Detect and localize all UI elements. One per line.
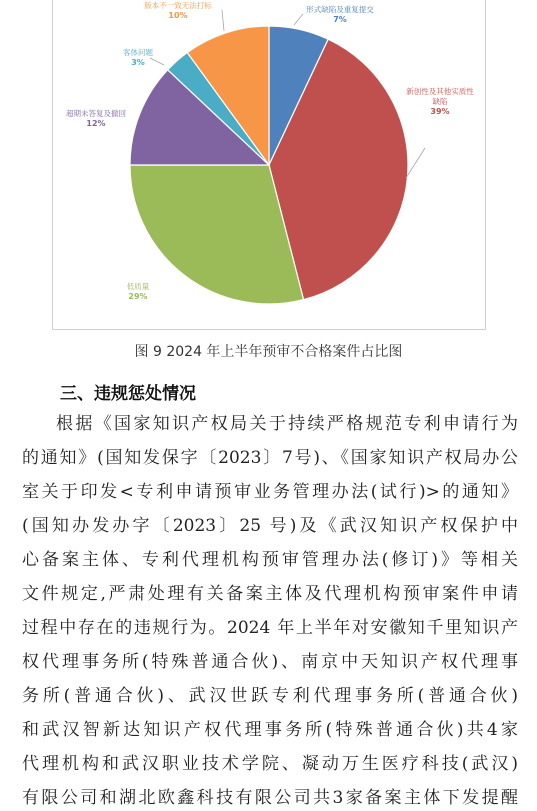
paragraph-line: 有限公司和湖北欧鑫科技有限公司共3家备案主体下发提醒 (22, 788, 518, 808)
paragraph-line: 心备案主体、专利代理机构预审管理办法(修订)》等相关 (22, 550, 518, 570)
paragraph-line: 权代理事务所(特殊普通合伙)、南京中天知识产权代理事 (22, 652, 518, 672)
slice-label: 形式缺陷及重复提交 (306, 5, 374, 14)
pie-chart (0, 0, 537, 340)
paragraph-line: 过程中存在的违规行为。2024 年上半年对安徽知千里知识产 (22, 618, 518, 638)
paragraph-line: (国知办发办字〔2023〕25 号)及《武汉知识产权保护中 (22, 516, 518, 536)
paragraph-line: 和武汉智新达知识产权代理事务所(特殊普通合伙)共4家 (22, 720, 518, 740)
paragraph-line: 代理机构和武汉职业技术学院、凝动万生医疗科技(武汉) (22, 754, 518, 774)
slice-label: 低质量 (126, 282, 150, 291)
leader-line (294, 14, 303, 25)
slice-percent-label: 7% (333, 15, 347, 24)
slice-percent-label: 12% (86, 119, 106, 128)
slice-label: 客体问题 (123, 48, 153, 57)
leader-line (406, 148, 425, 178)
paragraph-line: 务所(普通合伙)、武汉世跃专利代理事务所(普通合伙) (22, 686, 518, 706)
figure-caption: 图 9 2024 年上半年预审不合格案件占比图 (134, 344, 403, 360)
slice-percent-label: 29% (128, 292, 148, 301)
leader-line (150, 58, 164, 65)
slice-label: 版本不一致无法打标 (144, 1, 212, 10)
paragraph-line: 文件规定,严肃处理有关备案主体及代理机构预审案件申请 (22, 584, 518, 604)
slice-label: 超期未答复及撤回 (66, 109, 126, 118)
leader-line (222, 10, 224, 31)
slice-label: 缺陷 (432, 97, 448, 106)
slice-percent-label: 3% (131, 58, 145, 67)
slice-label: 新创性及其他实质性 (406, 87, 474, 96)
paragraph-line: 室关于印发<专利申请预审业务管理办法(试行)>的通知》 (22, 482, 518, 502)
section-heading: 三、违规惩处情况 (60, 384, 196, 404)
slice-percent-label: 10% (168, 11, 188, 20)
slice-percent-label: 39% (430, 107, 450, 116)
paragraph-line: 的通知》(国知发保字〔2023〕7号)、《国家知识产权局办公 (22, 448, 518, 468)
paragraph-line: 根据《国家知识产权局关于持续严格规范专利申请行为 (56, 414, 518, 434)
